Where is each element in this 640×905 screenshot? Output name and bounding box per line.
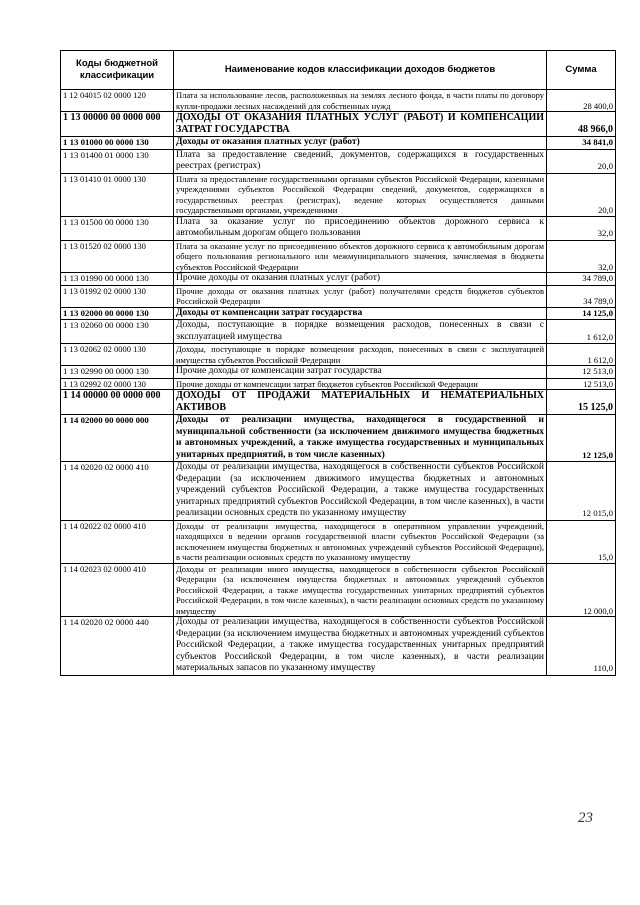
row-sum: 12 015,0 xyxy=(547,462,616,521)
row-sum: 15,0 xyxy=(547,520,616,563)
table-row xyxy=(61,617,616,676)
table-row xyxy=(61,563,616,617)
table-row xyxy=(61,173,616,216)
table-row xyxy=(61,90,616,112)
row-name: Доходы от реализации имущества, находящегося в собственности субъектов Российской Федерации (за исключением имущества бюджетных и автономных учреждений субъектов Российской Федерации, а также имущества государственных унитарных предприятий субъектов Российской Федерации, в том числе казенных), в части реализации материальных запасов по указанному имуществу xyxy=(174,617,547,676)
row-sum: 12 125,0 xyxy=(547,415,616,462)
row-code: 1 13 02062 02 0000 130 xyxy=(61,344,174,366)
row-code: 1 13 02990 00 0000 130 xyxy=(61,366,174,379)
row-code: 1 12 04015 02 0000 120 xyxy=(61,90,174,112)
table-row xyxy=(61,520,616,563)
table-row xyxy=(61,366,616,379)
table-row xyxy=(61,137,616,150)
row-sum: 12 000,0 xyxy=(547,563,616,617)
row-name: ДОХОДЫ ОТ ПРОДАЖИ МАТЕРИАЛЬНЫХ И НЕМАТЕРИАЛЬНЫХ АКТИВОВ xyxy=(174,390,547,415)
row-name: Прочие доходы от оказания платных услуг (работ) получателями средств бюджетов субъектов Российской Федерации xyxy=(174,285,547,307)
row-name: Прочие доходы от оказания платных услуг (работ) xyxy=(174,273,547,286)
header-name-column: Наименование кодов классификации доходов бюджетов xyxy=(174,51,547,90)
row-code: 1 13 01520 02 0000 130 xyxy=(61,240,174,273)
row-name: Плата за оказание услуг по присоединению объектов дорожного сервиса к автомобильным дорогам общего пользования xyxy=(174,216,547,240)
table-row xyxy=(61,273,616,286)
row-sum: 20,0 xyxy=(547,149,616,173)
row-code: 1 13 00000 00 0000 000 xyxy=(61,112,174,137)
row-sum: 28 400,0 xyxy=(547,90,616,112)
row-name: Доходы от реализации иного имущества, находящегося в собственности субъектов Российской Федерации (за исключением имущества бюджетных и автономных учреждений субъектов Российской Федерации, а также имущества государственных унитарных предприятий субъектов Российской Федерации, в том числе казенных), в части реализации основных средств по указанному имуществу xyxy=(174,563,547,617)
table-row xyxy=(61,240,616,273)
table-row xyxy=(61,216,616,240)
row-name: ДОХОДЫ ОТ ОКАЗАНИЯ ПЛАТНЫХ УСЛУГ (РАБОТ) И КОМПЕНСАЦИИ ЗАТРАТ ГОСУДАРСТВА xyxy=(174,112,547,137)
row-sum: 12 513,0 xyxy=(547,366,616,379)
row-code: 1 13 01990 00 0000 130 xyxy=(61,273,174,286)
row-code: 1 14 02023 02 0000 410 xyxy=(61,563,174,617)
row-sum: 110,0 xyxy=(547,617,616,676)
table-row xyxy=(61,462,616,521)
row-code: 1 13 02060 00 0000 130 xyxy=(61,320,174,344)
table-row xyxy=(61,320,616,344)
row-name: Плата за оказание услуг по присоединению объектов дорожного сервиса к автомобильным дорогам общего пользования регионального или межмуниципального значения, зачисляемая в бюджеты субъектов Российской Федерации xyxy=(174,240,547,273)
row-sum: 34 841,0 xyxy=(547,137,616,150)
row-sum: 32,0 xyxy=(547,216,616,240)
page-number: 23 xyxy=(578,810,593,826)
row-code: 1 13 02992 02 0000 130 xyxy=(61,378,174,390)
row-name: Доходы от реализации имущества, находящегося в государственной и муниципальной собственности (за исключением движимого имущества бюджетных и автономных учреждений, а также имущества государственных и муниципальных унитарных предприятий, в том числе казенных) xyxy=(174,415,547,462)
row-code: 1 14 00000 00 0000 000 xyxy=(61,390,174,415)
row-name: Плата за использование лесов, расположенных на землях лесного фонда, в части платы по договору купли-продажи лесных насаждений для собственных нужд xyxy=(174,90,547,112)
row-name: Прочие доходы от компенсации затрат бюджетов субъектов Российской Федерации xyxy=(174,378,547,390)
row-sum: 14 125,0 xyxy=(547,307,616,320)
row-code: 1 13 02000 00 0000 130 xyxy=(61,307,174,320)
row-name: Прочие доходы от компенсации затрат государства xyxy=(174,366,547,379)
row-code: 1 13 01400 01 0000 130 xyxy=(61,149,174,173)
row-sum: 15 125,0 xyxy=(547,390,616,415)
row-sum: 1 612,0 xyxy=(547,344,616,366)
row-name: Доходы, поступающие в порядке возмещения расходов, понесенных в связи с эксплуатацией имущества субъектов Российской Федерации xyxy=(174,344,547,366)
table-row xyxy=(61,307,616,320)
row-code: 1 13 01992 02 0000 130 xyxy=(61,285,174,307)
row-code: 1 14 02000 00 0000 000 xyxy=(61,415,174,462)
row-sum: 34 789,0 xyxy=(547,273,616,286)
row-sum: 34 789,0 xyxy=(547,285,616,307)
table-row xyxy=(61,285,616,307)
document-page xyxy=(60,50,616,676)
table-row xyxy=(61,149,616,173)
row-name: Доходы от оказания платных услуг (работ) xyxy=(174,137,547,150)
table-row xyxy=(61,415,616,462)
row-code: 1 14 02022 02 0000 410 xyxy=(61,520,174,563)
budget-revenue-table xyxy=(60,50,616,676)
row-name: Доходы от компенсации затрат государства xyxy=(174,307,547,320)
row-name: Доходы, поступающие в порядке возмещения расходов, понесенных в связи с эксплуатацией имущества xyxy=(174,320,547,344)
row-code: 1 13 01000 00 0000 130 xyxy=(61,137,174,150)
table-header-row xyxy=(61,51,616,90)
row-code: 1 14 02020 02 0000 410 xyxy=(61,462,174,521)
table-row xyxy=(61,390,616,415)
table-row xyxy=(61,344,616,366)
row-sum: 12 513,0 xyxy=(547,378,616,390)
row-name: Плата за предоставление сведений, документов, содержащихся в государственных реестрах (регистрах) xyxy=(174,149,547,173)
header-sum-column: Сумма xyxy=(547,51,616,90)
table-row xyxy=(61,378,616,390)
row-name: Доходы от реализации имущества, находящегося в собственности субъектов Российской Федерации (за исключением движимого имущества бюджетных и автономных учреждений субъектов Российской Федерации, а также имущества государственных унитарных предприятий субъектов Российской Федерации, в том числе казенных), в части реализации основных средств по указанному имуществу xyxy=(174,462,547,521)
row-sum: 32,0 xyxy=(547,240,616,273)
row-name: Доходы от реализации имущества, находящегося в оперативном управлении учреждений, находящихся в ведении органов государственной власти субъектов Российской Федерации (за исключением имущества бюджетных и автономных учреждений субъектов Российской Федерации), в части реализации основных средств по указанному имуществу xyxy=(174,520,547,563)
row-name: Плата за предоставление государственными органами субъектов Российской Федерации, казенными учреждениями субъектов Российской Федерации сведений, документов, содержащихся в государственных реестрах (регистрах), ведение которых осуществляется данными государственными органами, учреждениями xyxy=(174,173,547,216)
table-row xyxy=(61,112,616,137)
row-sum: 1 612,0 xyxy=(547,320,616,344)
header-code-column: Коды бюджетной классификации xyxy=(61,51,174,90)
row-code: 1 13 01500 00 0000 130 xyxy=(61,216,174,240)
row-code: 1 13 01410 01 0000 130 xyxy=(61,173,174,216)
row-sum: 48 966,0 xyxy=(547,112,616,137)
row-sum: 20,0 xyxy=(547,173,616,216)
row-code: 1 14 02020 02 0000 440 xyxy=(61,617,174,676)
